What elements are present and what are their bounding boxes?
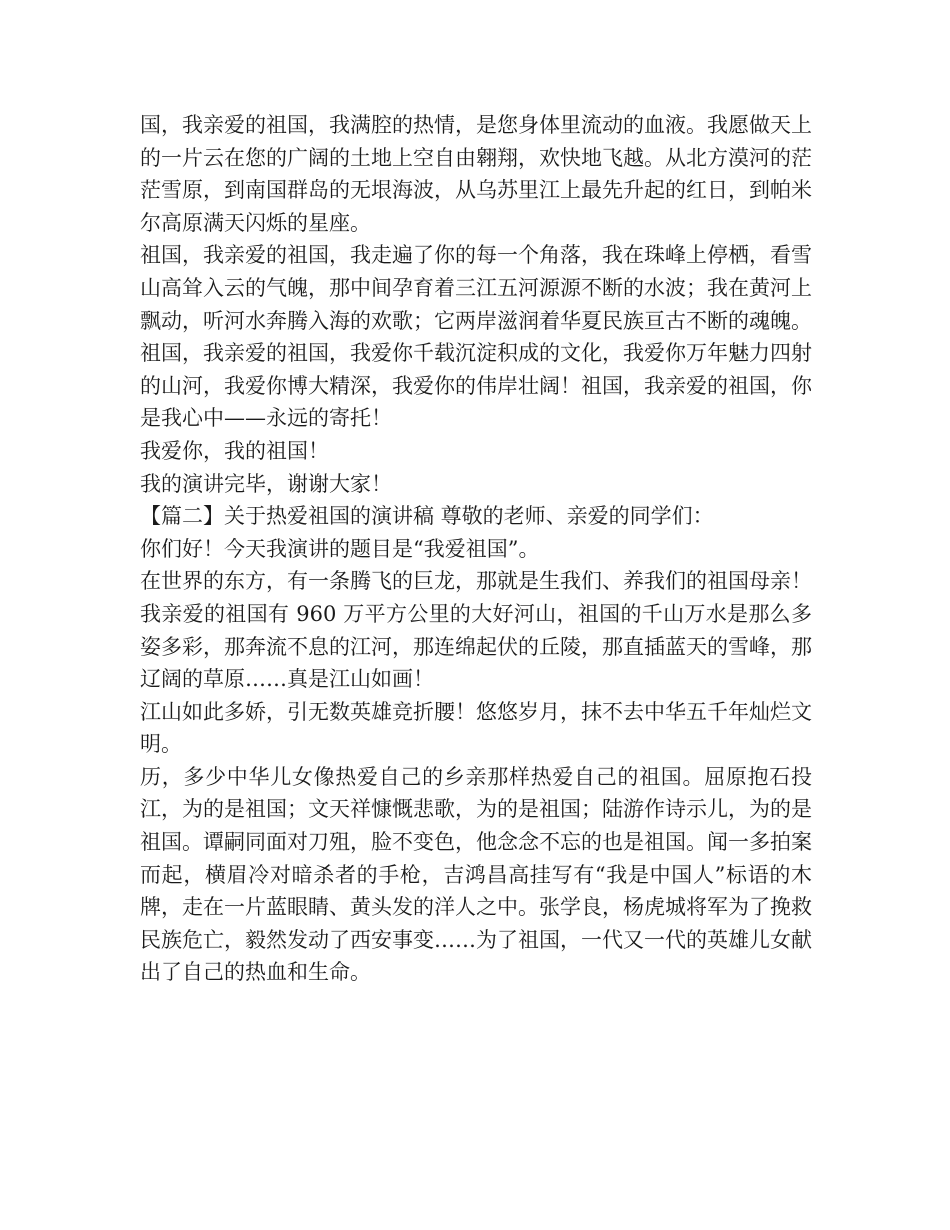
paragraph-3: 我爱你，我的祖国！ <box>140 438 329 463</box>
paragraph-1: 国，我亲爱的祖国，我满腔的热情，是您身体里流动的血液。我愿做天上的一片云在您的广阔的土地上空自由翱翔，欢快地飞越。从北方漠河的茫茫雪原，到南国群岛的无垠海波，从乌苏里江上最先升起的红日，到帕米尔高原满天闪烁的星座。 <box>140 113 812 235</box>
paragraph-7: 在世界的东方，有一条腾飞的巨龙，那就是生我们、养我们的祖国母亲！我亲爱的祖国有 960 万平方公里的大好河山，祖国的千山万水是那么多姿多彩，那奔流不息的江河，那连绵起伏的丘陵，那直插蓝天的雪峰，那辽阔的草原……真是江山如画！ <box>140 569 812 692</box>
speech-text-body <box>140 109 812 989</box>
paragraph-4: 我的演讲完毕，谢谢大家！ <box>140 471 392 496</box>
paragraph-6: 你们好！今天我演讲的题目是“我爱祖国”。 <box>140 536 540 561</box>
section-heading-part-two: 【篇二】关于热爱祖国的演讲稿 尊敬的老师、亲爱的同学们： <box>140 504 714 529</box>
paragraph-8: 江山如此多娇，引无数英雄竞折腰！悠悠岁月，抹不去中华五千年灿烂文明。 <box>140 699 812 757</box>
paragraph-9: 历，多少中华儿女像热爱自己的乡亲那样热爱自己的祖国。屈原抱石投江，为的是祖国；文天祥慷慨悲歌，为的是祖国；陆游作诗示儿，为的是祖国。谭嗣同面对刀殂，脸不变色，他念念不忘的也是祖国。闻一多拍案而起，横眉冷对暗杀者的手枪，吉鸿昌高挂写有“我是中国人”标语的木牌，走在一片蓝眼睛、黄头发的洋人之中。张学良，杨虎城将军为了挽救民族危亡，毅然发动了西安事变……为了祖国，一代又一代的英雄儿女献出了自己的热血和生命。 <box>140 764 812 985</box>
paragraph-2: 祖国，我亲爱的祖国，我走遍了你的每一个角落，我在珠峰上停栖，看雪山高耸入云的气魄，那中间孕育着三江五河源源不断的水波；我在黄河上飘动，听河水奔腾入海的欢歌；它两岸滋润着华夏民族亘古不断的魂魄。祖国，我亲爱的祖国，我爱你千载沉淀积成的文化，我爱你万年魅力四射的山河，我爱你博大精深，我爱你的伟岸壮阔！祖国，我亲爱的祖国，你是我心中——永远的寄托！ <box>140 243 812 431</box>
